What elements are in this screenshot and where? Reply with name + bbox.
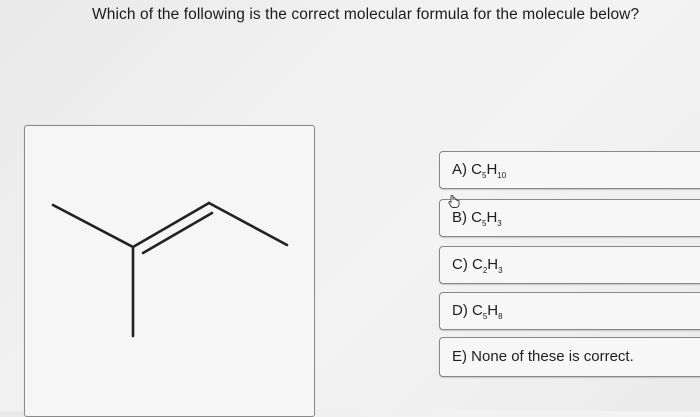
choice-e-letter: E) <box>452 348 467 365</box>
question-text: Which of the following is the correct molecular formula for the molecule below? <box>92 6 640 23</box>
choice-c-hydrogen-count: 3 <box>498 266 503 275</box>
choice-e[interactable] <box>439 337 700 377</box>
choice-c-carbon-count: 2 <box>482 266 488 275</box>
choice-a[interactable]: A) $C_5H_{10}$ <box>439 151 700 189</box>
choice-d-hydrogen-count: 8 <box>498 312 503 321</box>
choice-c[interactable]: C) $C_2H_3$ <box>439 246 700 284</box>
molecule-structure <box>25 126 314 416</box>
choice-a-hydrogen-count: 10 <box>497 171 507 180</box>
choice-d[interactable]: D) $C_5H_8$ <box>439 292 700 330</box>
hand-pointer-icon <box>448 195 461 214</box>
choice-b-carbon-count: 5 <box>482 219 487 228</box>
molecule-image <box>24 125 315 417</box>
choice-d-letter: D) <box>452 302 468 319</box>
choice-a-letter: A) <box>452 161 467 178</box>
choice-b-hydrogen-count: 3 <box>497 219 502 228</box>
choice-b[interactable]: B) $C_5H_3$ <box>439 199 700 237</box>
choice-a-carbon-count: 5 <box>482 171 487 180</box>
choice-e-text: None of these is correct. <box>471 348 634 365</box>
choice-d-carbon-count: 5 <box>482 312 488 321</box>
choice-c-letter: C) <box>452 256 468 273</box>
choice-b-letter: B) <box>452 209 467 226</box>
